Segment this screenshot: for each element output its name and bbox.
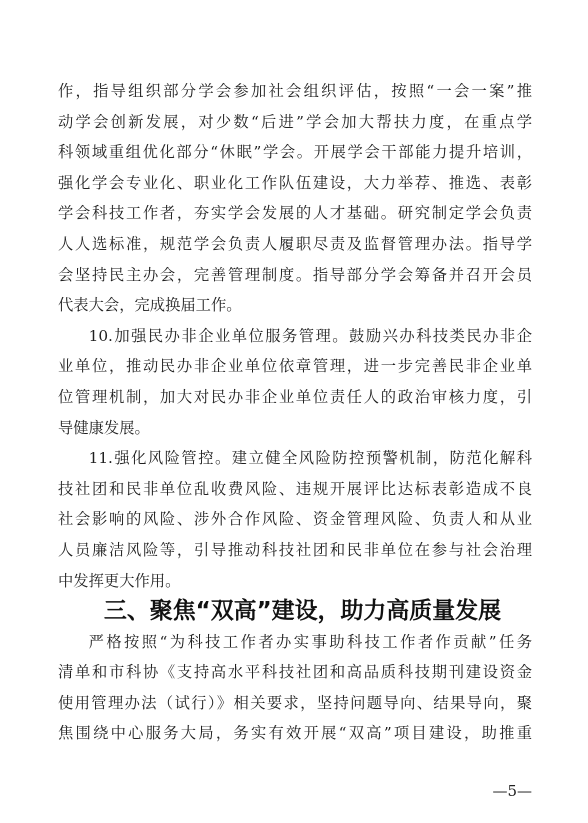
paragraph-3 (58, 443, 532, 596)
paragraph-4 (58, 627, 532, 749)
text-line: 10.加强民办非企业单位服务管理。鼓励兴办科技类民办非企 (88, 326, 532, 345)
text-line: 位管理机制，加大对民办非企业单位责任人的政治审核力度，引 (58, 387, 532, 406)
text-line: 强化学会专业化、职业化工作队伍建设，大力举荐、推选、表彰 (58, 173, 532, 192)
text-line: 会坚持民主办会，完善管理制度。指导部分学会筹备并召开会员 (58, 265, 532, 284)
text-line: 清单和市科协《支持高水平科技社团和高品质科技期刊建设资金 (58, 663, 532, 682)
text-line: 动学会创新发展，对少数“后进”学会加大帮扶力度，在重点学 (58, 112, 532, 131)
text-line: 人员廉洁风险等，引导推动科技社团和民非单位在参与社会治理 (58, 540, 532, 559)
text-line: 严格按照“为科技工作者办实事助科技工作者作贡献”任务 (88, 632, 532, 651)
text-line: 焦围绕中心服务大局，务实有效开展“双高”项目建设，助推重 (58, 724, 532, 743)
text-line: 科领域重组优化部分“休眠”学会。开展学会干部能力提升培训， (58, 143, 532, 162)
section-heading: 三、聚焦“双高”建设，助力高质量发展 (103, 598, 502, 625)
text-line: 代表大会，完成换届工作。 (58, 296, 242, 315)
paragraph-2 (58, 321, 532, 443)
text-line: 学会科技工作者，夯实学会发展的人才基础。研究制定学会负责 (58, 204, 532, 223)
text-line: 作，指导组织部分学会参加社会组织评估，按照“一会一案”推 (58, 82, 532, 100)
document-body (58, 76, 532, 749)
page-number: —5— (492, 782, 532, 800)
text-line: 导健康发展。 (58, 418, 150, 437)
text-line: 社会影响的风险、涉外合作风险、资金管理风险、负责人和从业 (58, 510, 532, 529)
text-line: 中发挥更大作用。 (58, 571, 181, 590)
text-line: 11.强化风险管控。建立健全风险防控预警机制，防范化解科 (88, 449, 532, 468)
text-line: 人人选标准，规范学会负责人履职尽责及监督管理办法。指导学 (58, 234, 532, 253)
text-line: 技社团和民非单位乱收费风险、违规开展评比达标表彰造成不良 (58, 479, 532, 498)
text-line: 使用管理办法（试行）》相关要求，坚持问题导向、结果导向，聚 (58, 693, 532, 712)
text-line: 业单位，推动民办非企业单位依章管理，进一步完善民非企业单 (58, 357, 532, 376)
paragraph-1 (58, 76, 532, 321)
